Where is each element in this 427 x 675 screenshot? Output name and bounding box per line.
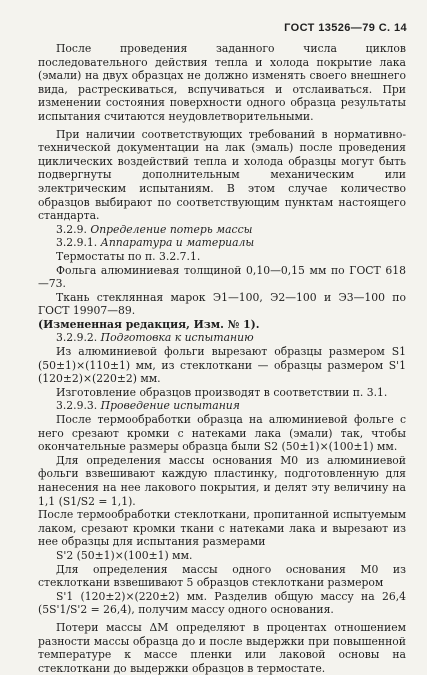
section-3-2-9-2 bbox=[38, 331, 406, 345]
section-3-2-9-3 bbox=[38, 399, 406, 413]
page-header: ГОСТ 13526—79 С. 14 bbox=[284, 22, 407, 34]
paragraph-glass-fabric: Ткань стеклянная марок Э1—100, Э2—100 и Э3—100 по ГОСТ 19907—89. bbox=[38, 290, 406, 318]
section-number: 3.2.9.2. bbox=[56, 331, 98, 345]
paragraph-sample-cutting: Из алюминиевой фольги вырезают образцы размером S1 (50±1)×(110±1) мм, из стеклоткани — образцы размером S'1 (120±2)×(220±2) мм. bbox=[38, 345, 406, 386]
paragraph-foil-base-mass: Для определения массы основания M0 из алюминиевой фольги взвешивают каждую пластинку, подготовленную для нанесения на нее лакового покрытия, и делят эту величину на 1,1 (S1/S2 = 1,1). bbox=[38, 453, 406, 508]
section-title: Подготовка к испытанию bbox=[100, 331, 254, 345]
section-3-2-9 bbox=[38, 223, 406, 237]
section-number: 3.2.9.3. bbox=[56, 399, 98, 413]
section-title: Проведение испытания bbox=[100, 399, 240, 413]
document-body bbox=[38, 42, 406, 675]
section-number: 3.2.9.1. bbox=[56, 236, 98, 250]
section-number: 3.2.9. bbox=[56, 222, 87, 236]
paragraph-trim-foil: После термообработки образца на алюминиевой фольге с него срезают кромки с натеками лака (эмали) так, чтобы окончательные размеры образца были S2 (50±1)×(100±1) мм. bbox=[38, 413, 406, 454]
paragraph-sample-preparation: Изготовление образцов производят в соответствии п. 3.1. bbox=[56, 385, 388, 399]
paragraph-additional-tests: При наличии соответствующих требований в нормативно-технической документации на лак (эмаль) после проведения циклических воздействий тепла и холода образцы могут быть подвергнуты дополнительным механическим или электрическим испытаниям. В этом случае количество образцов выбирают по соответствующим пунктам настоящего стандарта. bbox=[38, 127, 406, 223]
paragraph-fabric-base-mass: Для определения массы одного основания M0 из стеклоткани взвешивают 5 образцов стеклоткани размером bbox=[38, 562, 406, 590]
paragraph-thermostats: Термостаты по п. 3.2.7.1. bbox=[56, 249, 201, 263]
fabric-sample-size: S'2 (50±1)×(100±1) мм. bbox=[56, 548, 193, 562]
section-3-2-9-1 bbox=[38, 236, 406, 250]
paragraph-cycle-result: После проведения заданного числа циклов последовательного действия тепла и холода покрытие лака (эмали) на двух образцах не должно изменять своего внешнего вида, растрескиваться, вспучиваться и отслаиваться. При изменении состояния поверхности одного образца результаты испытания считаются неудовлетворительными. bbox=[38, 42, 406, 123]
section-title: Аппаратура и материалы bbox=[100, 236, 255, 250]
paragraph-mass-loss: Потери массы ΔM определяют в процентах отношением разности массы образца до и после выдержки при повышенной температуре к массе пленки или лаковой основы на стеклоткани до выдержки образцов в термостате. bbox=[38, 620, 406, 675]
paragraph-divide-mass: S'1 (120±2)×(220±2) мм. Разделив общую массу на 26,4 (5S'1/S'2 = 26,4), получим массу одного основания. bbox=[38, 589, 406, 617]
section-title: Определение потерь массы bbox=[90, 222, 253, 236]
paragraph-foil: Фольга алюминиевая толщиной 0,10—0,15 мм по ГОСТ 618—73. bbox=[38, 263, 406, 291]
amendment-note: (Измененная редакция, Изм. № 1). bbox=[38, 317, 260, 331]
paragraph-trim-fabric: После термообработки стеклоткани, пропитанной испытуемым лаком, срезают кромки ткани с натеками лака и вырезают из нее образцы для испытания размерами bbox=[38, 508, 406, 549]
